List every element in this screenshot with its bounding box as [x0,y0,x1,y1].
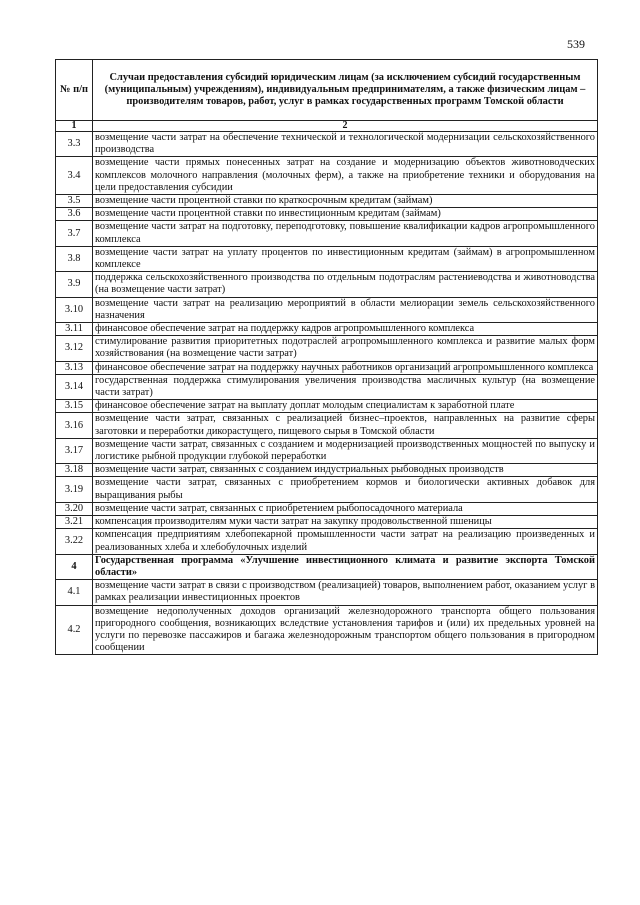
table-header-row [56,60,598,121]
row-number: 3.6 [56,208,93,221]
row-number: 3.8 [56,246,93,271]
table-row [56,132,598,157]
table-section-row [56,554,598,579]
row-text: возмещение недополученных доходов организаций железнодорожного транспорта общего пользования пригородного сообщения, возникающих вследствие установления тарифов и (или) их предельных уровней на услуги по перевозке пассажиров и багажа железнодорожным транспортом общего пользования в пригородном сообщении [93,605,598,655]
row-text: финансовое обеспечение затрат на выплату доплат молодым специалистам к заработной плате [93,400,598,413]
row-text: возмещение части прямых понесенных затрат на создание и модернизацию объектов животноводческих комплексов молочного направления (молочных ферм), а также на приобретение техники и оборудования на цели предоставления субсидии [93,157,598,195]
row-number: 3.5 [56,195,93,208]
row-number: 3.15 [56,400,93,413]
row-number: 4 [56,554,93,579]
table-row [56,605,598,655]
row-number: 3.13 [56,361,93,374]
row-text: возмещение части затрат на обеспечение технической и технологической модернизации сельскохозяйственного производства [93,132,598,157]
row-number: 4.1 [56,580,93,605]
row-text: поддержка сельскохозяйственного производства по отдельным подотраслям растениеводства и животноводства (на возмещение части затрат) [93,272,598,297]
row-text: государственная поддержка стимулирования увеличения производства масличных культур (на возмещение части затрат) [93,374,598,399]
table-row [56,323,598,336]
row-text: возмещение части затрат, связанных с созданием индустриальных рыбоводных производств [93,464,598,477]
row-number: 3.20 [56,502,93,515]
table-row [56,272,598,297]
table-row [56,413,598,438]
header-number-column: № п/п [56,60,93,121]
row-number: 3.3 [56,132,93,157]
table-row [56,502,598,515]
table-body [56,132,598,655]
row-text: стимулирование развития приоритетных подотраслей агропромышленного комплекса и развитие малых форм хозяйствования (на возмещение части затрат) [93,336,598,361]
table-row [56,438,598,463]
row-text: финансовое обеспечение затрат на поддержку научных работников организаций агропромышленного комплекса [93,361,598,374]
subsidy-table [55,59,598,655]
row-text: возмещение части затрат на уплату процентов по инвестиционным кредитам (займам) в агропромышленном комплексе [93,246,598,271]
table-row [56,336,598,361]
row-text: финансовое обеспечение затрат на поддержку кадров агропромышленного комплекса [93,323,598,336]
table-row [56,246,598,271]
table-row [56,297,598,322]
row-text: возмещение части затрат, связанных с реализацией бизнес–проектов, направленных на развитие сферы заготовки и переработки дикорастущего, пищевого сырья в Томской области [93,413,598,438]
row-text: возмещение части затрат на подготовку, переподготовку, повышение квалификации кадров агропромышленного комплекса [93,221,598,246]
table-row [56,477,598,502]
row-number: 3.14 [56,374,93,399]
page-number: 539 [567,37,585,51]
row-number: 3.10 [56,297,93,322]
row-number: 3.18 [56,464,93,477]
row-text: возмещение части затрат, связанных с созданием и модернизацией производственных мощностей по выпуску и логистике рыбной продукции глубокой переработки [93,438,598,463]
table-row [56,464,598,477]
row-number: 3.7 [56,221,93,246]
row-number: 3.22 [56,529,93,554]
table-row [56,580,598,605]
table-row [56,208,598,221]
row-text: возмещение части затрат на реализацию мероприятий в области мелиорации земель сельскохозяйственного назначения [93,297,598,322]
row-text: возмещение части процентной ставки по инвестиционным кредитам (займам) [93,208,598,221]
row-text: возмещение части затрат, связанных с приобретением кормов и биологически активных добавок для выращивания рыбы [93,477,598,502]
row-number: 3.9 [56,272,93,297]
header-title-column: Случаи предоставления субсидий юридическим лицам (за исключением субсидий государственным (муниципальным) учреждениям), индивидуальным предпринимателям, а также физическим лицам – производителям товаров, работ, услуг в рамках государственных программ Томской области [93,60,598,121]
row-number: 3.19 [56,477,93,502]
row-number: 3.17 [56,438,93,463]
row-number: 3.11 [56,323,93,336]
table-row [56,195,598,208]
row-number: 4.2 [56,605,93,655]
row-text: компенсация предприятиям хлебопекарной промышленности части затрат на реализацию произведенных и реализованных хлеба и хлебобулочных изделий [93,529,598,554]
column-index-2: 2 [93,121,598,132]
column-index-row [56,121,598,132]
table-row [56,400,598,413]
row-number: 3.12 [56,336,93,361]
table-row [56,529,598,554]
row-text: Государственная программа «Улучшение инвестиционного климата и развитие экспорта Томской области» [93,554,598,579]
row-number: 3.21 [56,516,93,529]
row-text: возмещение части затрат в связи с производством (реализацией) товаров, выполнением работ, оказанием услуг в рамках реализации инвестиционных проектов [93,580,598,605]
row-number: 3.4 [56,157,93,195]
table-row [56,221,598,246]
row-text: компенсация производителям муки части затрат на закупку продовольственной пшеницы [93,516,598,529]
table-row [56,157,598,195]
row-text: возмещение части затрат, связанных с приобретением рыбопосадочного материала [93,502,598,515]
table-row [56,374,598,399]
table-row [56,516,598,529]
row-number: 3.16 [56,413,93,438]
column-index-1: 1 [56,121,93,132]
table-row [56,361,598,374]
row-text: возмещение части процентной ставки по краткосрочным кредитам (займам) [93,195,598,208]
